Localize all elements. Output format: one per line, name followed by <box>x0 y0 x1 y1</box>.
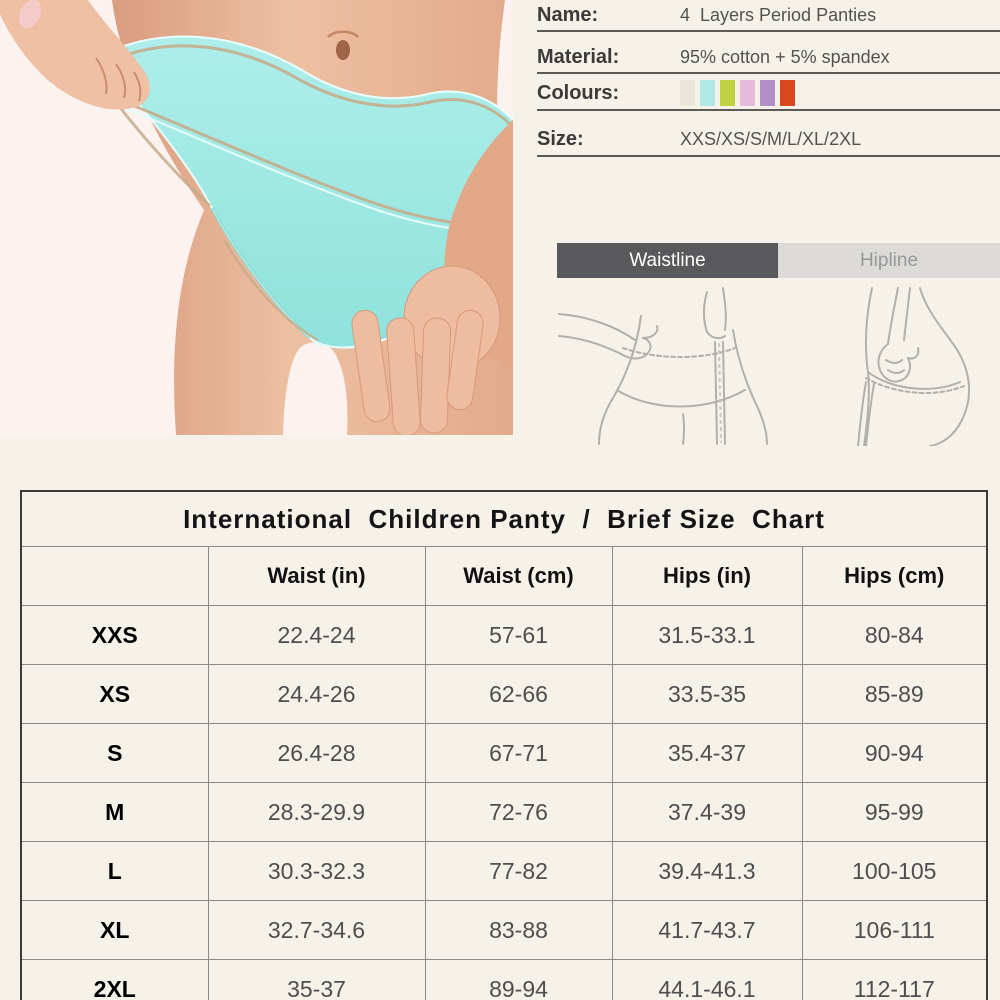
waist-cm-value: 83-88 <box>425 901 612 960</box>
colour-swatch-4 <box>740 80 755 106</box>
size-name: XS <box>21 665 208 724</box>
tab-waistline[interactable]: Waistline <box>557 243 778 278</box>
model-photo-illustration <box>0 0 513 435</box>
waist-cm-value: 89-94 <box>425 960 612 1000</box>
name-label: Name: <box>537 4 599 26</box>
waist-cm-value: 57-61 <box>425 606 612 665</box>
hipline-measure-illustration <box>802 286 1000 446</box>
colour-swatch-5 <box>760 80 775 106</box>
waist-cm-value: 77-82 <box>425 842 612 901</box>
info-row-name <box>537 1 1000 32</box>
size-name: XL <box>21 901 208 960</box>
size-name: S <box>21 724 208 783</box>
waist-in-value: 30.3-32.3 <box>208 842 425 901</box>
col-header-hips-in: Hips (in) <box>612 547 802 606</box>
waist-cm-value: 62-66 <box>425 665 612 724</box>
name-value: 4 Layers Period Panties <box>680 5 877 25</box>
size-chart-title: International Children Panty / Brief Size Chart <box>21 491 987 547</box>
table-row-m <box>21 783 987 842</box>
hips-cm-value: 90-94 <box>802 724 987 783</box>
table-row-s <box>21 724 987 783</box>
measurement-tabs <box>557 243 1000 278</box>
product-info-panel <box>537 0 1000 170</box>
table-row-xs <box>21 665 987 724</box>
colour-swatch-6 <box>780 80 795 106</box>
info-row-material <box>537 43 1000 74</box>
size-name: M <box>21 783 208 842</box>
hips-cm-value: 85-89 <box>802 665 987 724</box>
col-header-waist-in: Waist (in) <box>208 547 425 606</box>
waist-in-value: 32.7-34.6 <box>208 901 425 960</box>
table-row-l <box>21 842 987 901</box>
waistline-measure-illustration <box>557 286 789 446</box>
hips-cm-value: 100-105 <box>802 842 987 901</box>
table-row-2xl <box>21 960 987 1000</box>
hips-cm-value: 80-84 <box>802 606 987 665</box>
size-name: L <box>21 842 208 901</box>
hips-in-value: 39.4-41.3 <box>612 842 802 901</box>
col-header-empty <box>21 547 208 606</box>
colour-swatch-3 <box>720 80 735 106</box>
waist-cm-value: 67-71 <box>425 724 612 783</box>
hips-in-value: 35.4-37 <box>612 724 802 783</box>
hips-cm-value: 95-99 <box>802 783 987 842</box>
material-value: 95% cotton + 5% spandex <box>680 47 890 67</box>
colour-swatches <box>680 80 795 106</box>
hips-in-value: 37.4-39 <box>612 783 802 842</box>
table-row-xl <box>21 901 987 960</box>
hips-cm-value: 106-111 <box>802 901 987 960</box>
col-header-hips-cm: Hips (cm) <box>802 547 987 606</box>
colour-swatch-1 <box>680 80 695 106</box>
tab-hipline[interactable]: Hipline <box>778 243 1000 278</box>
waist-in-value: 24.4-26 <box>208 665 425 724</box>
colour-swatch-2 <box>700 80 715 106</box>
info-row-colours <box>537 77 1000 111</box>
size-name: 2XL <box>21 960 208 1000</box>
info-row-size <box>537 123 1000 157</box>
size-name: XXS <box>21 606 208 665</box>
size-chart-table <box>20 490 988 1000</box>
hips-cm-value: 112-117 <box>802 960 987 1000</box>
size-label: Size: <box>537 127 584 150</box>
waist-in-value: 28.3-29.9 <box>208 783 425 842</box>
hips-in-value: 31.5-33.1 <box>612 606 802 665</box>
hips-in-value: 44.1-46.1 <box>612 960 802 1000</box>
size-value: XXS/XS/S/M/L/XL/2XL <box>680 128 862 149</box>
waist-in-value: 22.4-24 <box>208 606 425 665</box>
waist-cm-value: 72-76 <box>425 783 612 842</box>
product-photo <box>0 0 513 435</box>
waist-in-value: 35-37 <box>208 960 425 1000</box>
material-label: Material: <box>537 46 620 68</box>
hips-in-value: 41.7-43.7 <box>612 901 802 960</box>
colours-label: Colours: <box>537 81 620 104</box>
size-chart-header-row <box>21 547 987 606</box>
waist-in-value: 26.4-28 <box>208 724 425 783</box>
col-header-waist-cm: Waist (cm) <box>425 547 612 606</box>
hips-in-value: 33.5-35 <box>612 665 802 724</box>
table-row-xxs <box>21 606 987 665</box>
size-chart-title-row <box>21 491 987 547</box>
